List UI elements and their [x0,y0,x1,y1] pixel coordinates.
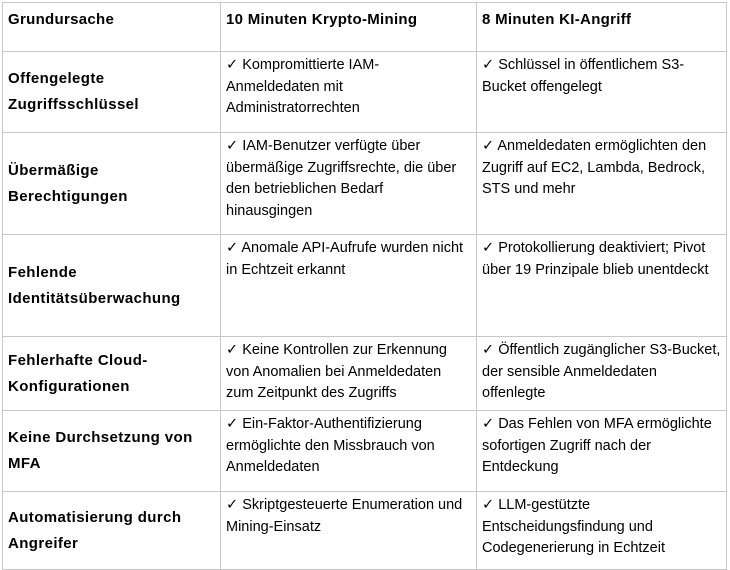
header-ai-attack: 8 Minuten KI-Angriff [477,3,727,52]
cell-text: Skriptgesteuerte Enumeration und Mining-Einsatz [226,497,463,535]
cell-text: Öffentlich zugänglicher S3-Bucket, der sensible Anmeldedaten offenlegte [482,342,721,401]
check-icon: ✓ [226,497,239,513]
crypto-mining-cell [221,337,477,411]
table-row [3,411,727,492]
crypto-mining-cell [221,133,477,235]
root-cause-cell: Keine Durchsetzung von MFA [3,411,221,492]
cell-text: Anomale API-Aufrufe wurden nicht in Echtzeit erkannt [226,240,464,278]
ai-attack-cell [477,492,727,570]
root-cause-table [2,2,727,570]
table-header-row [3,3,727,52]
check-icon: ✓ [226,138,239,154]
cell-text: Ein-Faktor-Authentifizierung ermöglichte den Missbrauch von Anmeldedaten [226,416,435,475]
check-icon: ✓ [226,342,239,358]
ai-attack-cell [477,411,727,492]
table-row [3,492,727,570]
check-icon: ✓ [226,240,239,256]
ai-attack-cell [477,235,727,337]
ai-attack-cell [477,337,727,411]
table-row [3,133,727,235]
ai-attack-cell [477,52,727,133]
table-row [3,337,727,411]
root-cause-cell: Übermäßige Berechtigungen [3,133,221,235]
check-icon: ✓ [226,416,239,432]
cell-text: IAM-Benutzer verfügte über übermäßige Zugriffsrechte, die über den betrieblichen Bedarf hinausgingen [226,138,457,219]
cell-text: Keine Kontrollen zur Erkennung von Anomalien bei Anmeldedaten zum Zeitpunkt des Zugriffs [226,342,447,401]
crypto-mining-cell [221,235,477,337]
cell-text: Das Fehlen von MFA ermöglichte sofortigen Zugriff nach der Entdeckung [482,416,712,475]
check-icon: ✓ [482,57,495,73]
header-crypto-mining: 10 Minuten Krypto-Mining [221,3,477,52]
check-icon: ✓ [482,240,495,256]
check-icon: ✓ [482,497,495,513]
header-root-cause: Grundursache [3,3,221,52]
ai-attack-cell [477,133,727,235]
check-icon: ✓ [482,342,495,358]
check-icon: ✓ [226,57,239,73]
cell-text: Protokollierung deaktiviert; Pivot über 19 Prinzipale blieb unentdeckt [482,240,709,278]
root-cause-cell: Offengelegte Zugriffsschlüssel [3,52,221,133]
crypto-mining-cell [221,411,477,492]
crypto-mining-cell [221,52,477,133]
cell-text: Schlüssel in öffentlichem S3-Bucket offengelegt [482,57,685,95]
cell-text: Anmeldedaten ermöglichten den Zugriff auf EC2, Lambda, Bedrock, STS und mehr [482,138,707,197]
root-cause-cell: Fehlende Identitätsüberwachung [3,235,221,337]
table-row [3,52,727,133]
cell-text: Kompromittierte IAM-Anmeldedaten mit Administratorrechten [226,57,380,116]
check-icon: ✓ [482,416,495,432]
root-cause-cell: Automatisierung durch Angreifer [3,492,221,570]
cell-text: LLM-gestützte Entscheidungsfindung und Codegenerierung in Echtzeit [482,497,665,556]
table-row [3,235,727,337]
check-icon: ✓ [482,138,495,154]
root-cause-cell: Fehlerhafte Cloud-Konfigurationen [3,337,221,411]
crypto-mining-cell [221,492,477,570]
